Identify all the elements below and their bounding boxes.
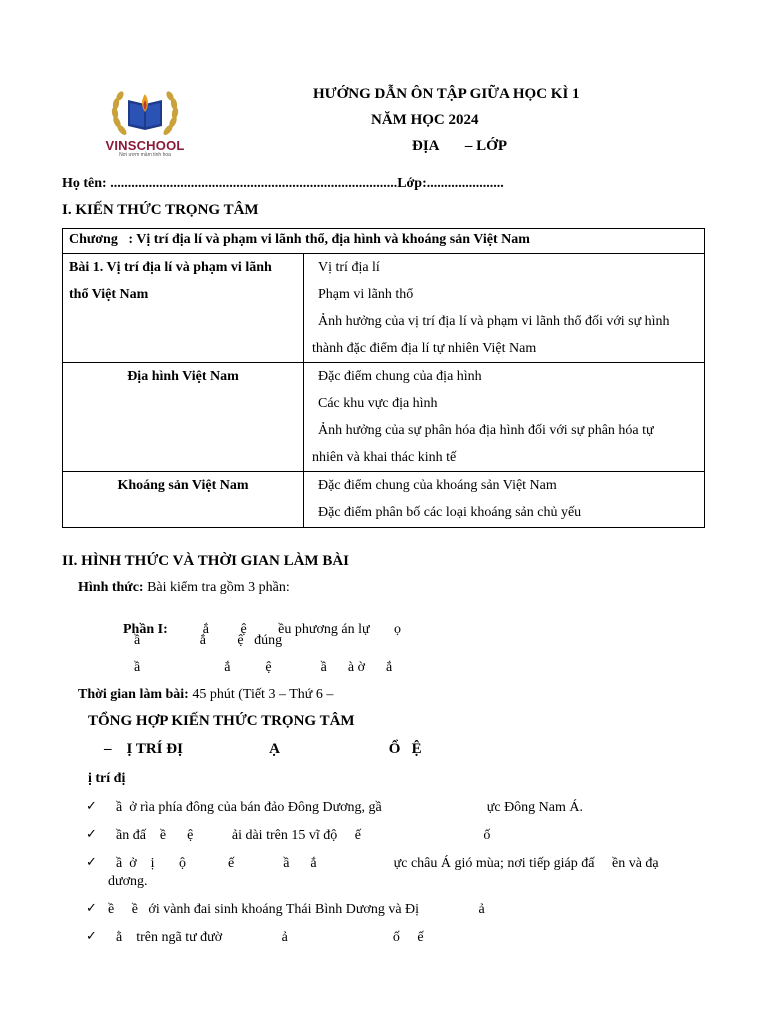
content-line: Ảnh hưởng của sự phân hóa địa hình đối với sự phân hóa tự [318,423,654,438]
section-2-heading: II. HÌNH THỨC VÀ THỜI GIAN LÀM BÀI [62,553,349,569]
section-1-heading: I. KIẾN THỨC TRỌNG TÂM [62,202,259,218]
topic-cell [63,472,304,528]
logo-wordmark: VINSCHOOL [105,138,185,153]
topic-line: Địa hình Việt Nam [127,369,239,384]
topic-line: Khoáng sản Việt Nam [117,478,249,493]
checkmark-icon: ✓ [86,929,97,944]
student-name-field: Họ tên: ..................................................................................Lớp:...................... [62,176,504,191]
content-line: Ảnh hưởng của vị trí địa lí và phạm vi lãnh thổ đối với sự hình [318,314,670,329]
checkmark-icon: ✓ [86,855,97,870]
content-line: thành đặc điểm địa lí tự nhiên Việt Nam [312,341,537,356]
topic-cell [63,363,304,472]
bullet-continuation: dương. [108,874,148,889]
table-row [63,472,705,528]
book-laurel-icon [100,86,190,140]
exam-time [78,687,333,703]
part-2-text: ầ ắ ệ đúng [134,633,283,648]
content-line: Các khu vực địa hình [318,396,438,411]
school-year: NĂM HỌC 2024 [371,112,479,128]
bullet-item: ằ trên ngã tư đườ ả ố ế [116,930,424,945]
topic-line: Bài 1. Vị trí địa lí và phạm vi lãnh [69,260,272,275]
summary-subheading: – Ị TRÍ ĐỊ Ạ Ổ Ệ [104,741,422,757]
summary-heading: TỔNG HỢP KIẾN THỨC TRỌNG TÂM [88,713,355,729]
content-line: Đặc điểm phân bố các loại khoáng sản chủ yếu [318,505,582,520]
chapter-row [63,229,705,254]
bullet-item: ề ề ới vành đai sinh khoáng Thái Bình Dương và Đị ả [108,902,485,917]
topic-cell [63,254,304,363]
content-cell [304,254,705,363]
content-line: Đặc điểm chung của khoáng sản Việt Nam [318,478,557,493]
bullet-item: ầ ở rìa phía đông của bán đảo Đông Dương, gầ ực Đông Nam Á. [116,800,584,815]
time-text: 45 phút (Tiết 3 – Thứ 6 – [188,687,334,702]
part-1-label: Phần I: [123,622,168,637]
checkmark-icon: ✓ [86,827,97,842]
logo-slogan: Nơi ươm mầm tinh hoa [119,152,171,158]
document-title: HƯỚNG DẪN ÔN TẬP GIỮA HỌC KÌ 1 [313,86,580,102]
chapter-title: Chương : Vị trí địa lí và phạm vi lãnh thổ, địa hình và khoáng sản Việt Nam [63,229,705,254]
content-cell [304,363,705,472]
content-line: nhiên và khai thác kinh tế [312,450,457,465]
content-line: Đặc điểm chung của địa hình [318,369,482,384]
part-1-text: ắ ệ ều phương án lự ọ [202,622,402,637]
location-heading: ị trí đị [88,771,126,786]
bullet-item: ần đấ ề ệ ải dài trên 15 vĩ độ ế ố [116,828,491,843]
time-label: Thời gian làm bài: [78,687,189,702]
content-line: Phạm vi lãnh thổ [318,287,414,302]
format-text: Bài kiểm tra gồm 3 phần: [143,580,290,595]
topic-line: thổ Việt Nam [69,287,149,302]
topics-table [62,228,705,528]
checkmark-icon: ✓ [86,901,97,916]
table-row [63,254,705,363]
content-cell [304,472,705,528]
checkmark-icon: ✓ [86,799,97,814]
subject-grade: ĐỊA – LỚP [412,138,508,154]
content-line: Vị trí địa lí [318,260,380,275]
part-3-text: ầ ắ ệ ầ à ờ ắ [134,660,393,675]
bullet-item: ầ ở ị ộ ế ầ ắ ực châu Á gió mùa; nơi tiếp giáp đấ ền và đạ [116,856,659,871]
format-label: Hình thức: [78,580,144,595]
exam-format [78,580,290,596]
table-row [63,363,705,472]
vinschool-logo [100,86,190,158]
